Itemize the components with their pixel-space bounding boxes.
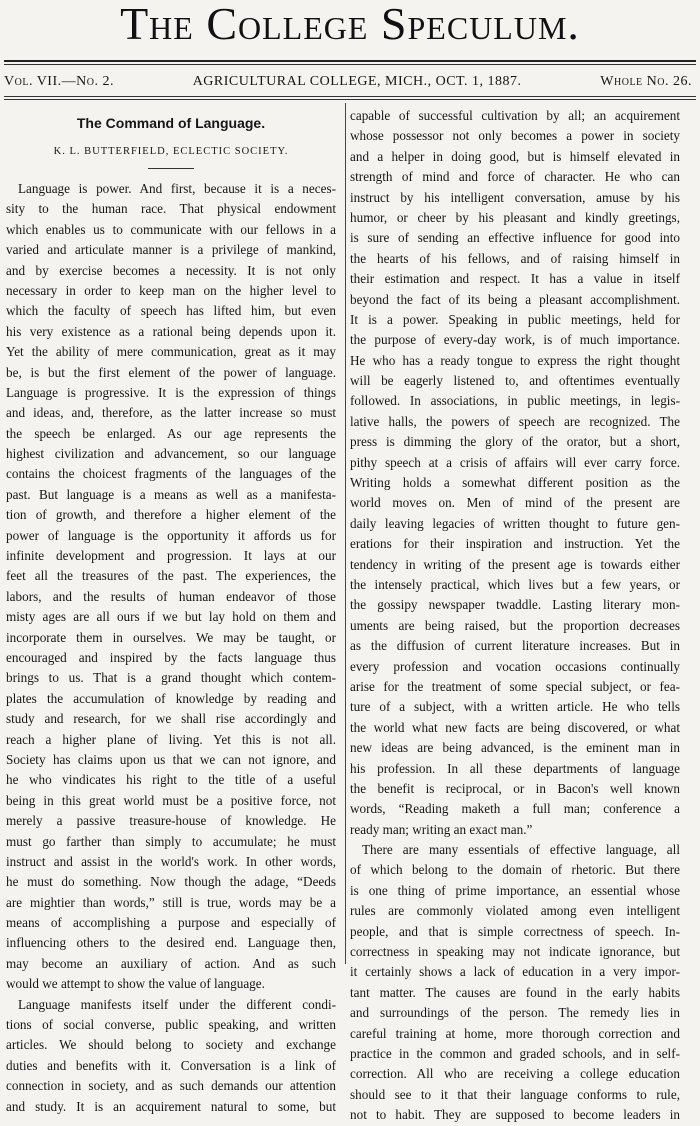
text-line: reach a higher plane of living. Yet this is not all. xyxy=(6,731,336,747)
text-line: tion of growth, and therefore a higher element of the xyxy=(6,507,336,523)
text-line: sity to the human race. That physical endowment xyxy=(6,201,336,217)
text-line: must go farther than simply to accumulate; he must xyxy=(6,833,336,849)
left-column xyxy=(6,106,336,1114)
text-line: Society has claims upon us that we can not ignore, and xyxy=(6,751,336,767)
text-line: misty ages are all ours if we but lay hold on them and xyxy=(6,609,336,625)
text-line: the world what new facts are being discovered, or what xyxy=(350,719,680,735)
text-line: instruct by his intelligent conversation, amuse by his xyxy=(350,189,680,205)
text-line: every profession and vocation occasions continually xyxy=(350,658,680,674)
text-line: may become an auxiliary of action. And as such xyxy=(6,955,336,971)
text-line: be, is but the first element of the power of language. xyxy=(6,364,336,380)
text-line: infinite development and progression. It lays at our xyxy=(6,548,336,564)
left-column-body xyxy=(6,179,336,1117)
text-line: arise for the treatment of some special subject, or fea- xyxy=(350,678,680,694)
text-line: the speech be enlarged. As our age represents the xyxy=(6,425,336,441)
volume-number: Vol. VII.—No. 2. xyxy=(4,74,114,89)
text-line: ready man; writing an exact man.” xyxy=(350,821,533,837)
text-line: press is dimming the glory of the orator, but a short, xyxy=(350,434,680,450)
text-line: should see to it that their language conforms to rule, xyxy=(350,1086,680,1102)
text-line: varied and articulate manner is a privilege of mankind, xyxy=(6,242,336,258)
place-and-date: AGRICULTURAL COLLEGE, MICH., OCT. 1, 1887. xyxy=(192,74,522,89)
text-line: is sure of sending an effective influence for good into xyxy=(350,230,680,246)
text-line: tendency in writing of the present age is towards either xyxy=(350,556,680,572)
text-line: He who has a ready tongue to express the right thought xyxy=(350,352,680,368)
text-line: would we attempt to show the value of language. xyxy=(6,976,265,992)
masthead-title: The College Speculum. xyxy=(120,0,580,49)
text-line: the gossipy newspaper twaddle. Lasting literary mon- xyxy=(350,597,680,613)
text-line: beyond the fact of its being a pleasant accomplishment. xyxy=(350,291,680,307)
text-line: highest civilization and advancement, so our language xyxy=(6,446,336,462)
text-line: and ideas, and, therefore, as the latter increase so must xyxy=(6,405,336,421)
text-line: whose possessor not only becomes a power in society xyxy=(350,128,680,144)
text-line: Language is progressive. It is the expression of things xyxy=(6,384,336,400)
text-line: their estimation and respect. It has a value in itself xyxy=(350,271,680,287)
text-line: ture of a subject, with a written article. He who tells xyxy=(350,699,680,715)
text-line: plates the accumulation of knowledge by reading and xyxy=(6,690,336,706)
text-line: merely a passive treasure-house of knowledge. He xyxy=(6,813,336,829)
text-line: strength of mind and force of character. He who can xyxy=(350,169,680,185)
text-line: the benefit is reciprocal, or in Bacon's well known xyxy=(350,780,680,796)
dateline-rule-top xyxy=(4,96,696,97)
text-line: correction. All who are receiving a college education xyxy=(350,1066,680,1082)
whole-number: Whole No. 26. xyxy=(600,74,692,89)
text-line: labors, and the results of human endeavor of those xyxy=(6,588,336,604)
masthead-rule-top xyxy=(4,60,696,62)
text-line: followed. In associations, in public meetings, in legis- xyxy=(350,393,680,409)
text-line: are mightier than words,” still is true, words may be a xyxy=(6,894,336,910)
text-line: duties and benefits with it. Conversation is a link of xyxy=(6,1057,336,1073)
text-line: rules are commonly violated among even intelligent xyxy=(350,903,680,919)
text-line: the hearts of his fellows, and of raising himself in xyxy=(350,250,680,266)
article-title: The Command of Language. xyxy=(76,115,266,131)
text-line: practice in the common and graded schools, and in self- xyxy=(350,1045,680,1061)
text-line: and a helper in doing good, but is himself elevated in xyxy=(350,148,680,164)
text-line: will be eagerly listened to, and oftentimes eventually xyxy=(350,373,680,389)
dateline-rule-bottom xyxy=(4,99,696,100)
text-line: instruct and assist in the world's work. In other words, xyxy=(6,853,336,869)
text-line: and study. It is an acquirement natural to some, but xyxy=(6,1098,336,1114)
text-line: people, and that is simple correctness of speech. In- xyxy=(350,923,680,939)
text-line: the intensely practical, which lives but a few years, or xyxy=(350,576,680,592)
text-line: feet all the treasures of the past. The experiences, the xyxy=(6,568,336,584)
text-line: new ideas are being advanced, is the eminent man in xyxy=(350,740,680,756)
text-line: careful training at home, more thorough correction and xyxy=(350,1025,680,1041)
text-line: is one thing of prime importance, an essential whose xyxy=(350,882,680,898)
text-line: lative halls, the powers of speech are recognized. The xyxy=(350,413,680,429)
text-line: he must do something. Now though the adage, “Deeds xyxy=(6,874,336,890)
text-line: and by exercise becomes a necessity. It is not only xyxy=(6,262,336,278)
text-line: which enables us to communicate with our fellows in a xyxy=(6,221,336,237)
text-line: erations for their inspiration and instruction. Yet the xyxy=(350,536,680,552)
text-line: brings to us. That is a grand thought which contem- xyxy=(6,670,336,686)
text-line: capable of successful cultivation by all; an acquirement xyxy=(350,108,680,123)
text-line: which the faculty of speech has lifted him, but even xyxy=(6,303,336,319)
text-line: It is a power. Speaking in public meetings, held for xyxy=(350,311,680,327)
text-line: correctness in speaking may not indicate ignorance, but xyxy=(350,944,680,960)
text-line: he who vindicates his right to the title of a useful xyxy=(6,772,336,788)
text-line: not to habit. They are supposed to become leaders in xyxy=(350,1107,680,1123)
text-line: being in this great world must be a positive force, not xyxy=(6,792,336,808)
text-line: of which belong to the domain of rhetoric. But there xyxy=(350,862,680,878)
byline-rule xyxy=(148,168,194,169)
article-byline: K. L. BUTTERFIELD, ECLECTIC SOCIETY. xyxy=(53,146,289,157)
text-line: contains the choicest fragments of the languages of the xyxy=(6,466,336,482)
text-line: connection in society, and as such demands our attention xyxy=(6,1078,336,1094)
column-divider xyxy=(345,103,346,964)
text-line: necessary in order to keep man on the higher level to xyxy=(6,282,336,298)
right-column-body xyxy=(350,106,680,1126)
text-line: words, “Reading maketh a full man; conference a xyxy=(350,801,680,817)
text-line: encouraged and inspired by the facts language thus xyxy=(6,649,336,665)
text-line: daily leaving legacies of written thought to future gen- xyxy=(350,515,680,531)
text-line: Yet the ability of mere communication, great as it may xyxy=(6,344,336,360)
text-line: study and research, for we shall rise accordingly and xyxy=(6,711,336,727)
text-line: and surroundings of the person. The remedy lies in xyxy=(350,1005,680,1021)
text-line: influencing others to the desired end. Language then, xyxy=(6,935,336,951)
text-line: the purpose of every-day work, is of much importance. xyxy=(350,332,680,348)
text-line: pithy speech at a crisis of affairs will ever carry force. xyxy=(350,454,680,470)
masthead xyxy=(0,0,700,48)
text-line: Writing holds a somewhat different position as the xyxy=(350,475,680,491)
right-column xyxy=(350,106,680,1123)
text-line: tions of social converse, public speaking, and written xyxy=(6,1017,336,1033)
text-line: articles. We should belong to society and exchange xyxy=(6,1037,336,1053)
text-line: incorporate them in ourselves. We may be taught, or xyxy=(6,629,336,645)
text-line: his profession. In all these departments of language xyxy=(350,760,680,776)
dateline xyxy=(4,74,692,90)
text-line: uments are being raised, but the proportion decreases xyxy=(350,617,680,633)
text-line: tant matter. The causes are found in the early habits xyxy=(350,984,680,1000)
text-line: humor, or cheer by his pleasant and kindly greetings, xyxy=(350,209,680,225)
text-line: as the diffusion of current literature increases. But in xyxy=(350,638,680,654)
text-line: Language is power. And first, because it is a neces- xyxy=(18,181,336,196)
text-line: means of accomplishing a purpose and especially of xyxy=(6,915,336,931)
text-line: past. But language is a means as well as a manifesta- xyxy=(6,486,336,502)
text-line: There are many essentials of effective language, all xyxy=(362,842,680,858)
text-line: it certainly shows a lack of education in a very impor- xyxy=(350,964,680,980)
text-line: his very existence as a rational being depends upon it. xyxy=(6,323,336,339)
text-line: Language manifests itself under the different condi- xyxy=(18,996,336,1012)
masthead-rule-bottom xyxy=(4,64,696,65)
text-line: power of language is the opportunity it affords us for xyxy=(6,527,336,543)
text-line: world moves on. Men of mind of the present are xyxy=(350,495,680,511)
